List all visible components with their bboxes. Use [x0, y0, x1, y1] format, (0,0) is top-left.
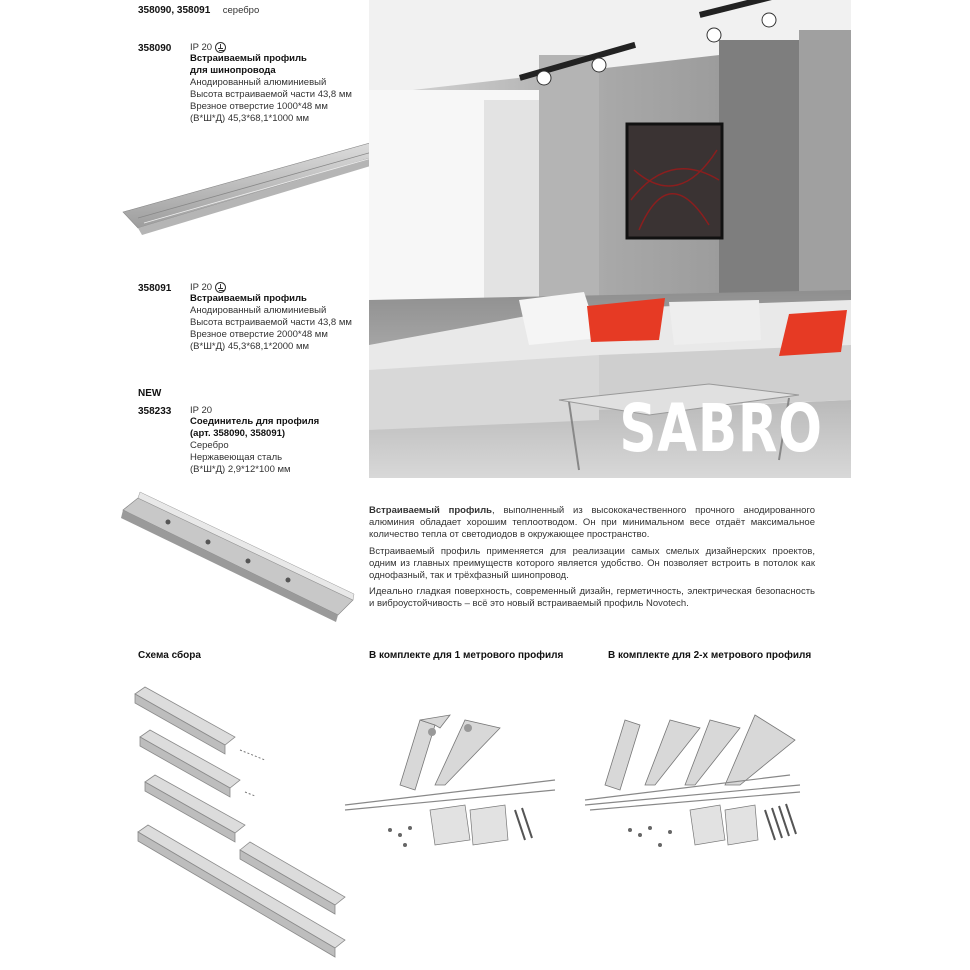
top-codes: 358090, 358091 [138, 5, 211, 16]
kit1-heading: В комплекте для 1 метрового профиля [369, 650, 564, 661]
item-title: Встраиваемый профиль [190, 293, 307, 304]
ground-icon [215, 42, 226, 53]
hero-photo [369, 0, 851, 478]
new-badge: NEW [138, 388, 162, 399]
item-spec-358091 [190, 282, 370, 353]
kit2-diagram [580, 700, 820, 860]
item-spec-358233 [190, 405, 370, 476]
spec-line: (В*Ш*Д) 2,9*12*100 мм [190, 464, 291, 475]
item-title: Встраиваемый профиль [190, 53, 307, 64]
brand-name: SABRO [619, 390, 823, 467]
desc-p2: Встраиваемый профиль применяется для реализации самых смелых дизайнерских проектов, одним из главных преимуществ которого является удобство. Он позволяет встроить в потолок как однофазный, так и трёхфазный шинопровод. [369, 545, 815, 582]
spec-line: Нержавеющая сталь [190, 452, 283, 463]
desc-p1: , выполненный из высококачественного прочного анодированного алюминия обладает хорошим теплоотводом. Он при минимальном весе отдаёт максимальное количество тепла от светодиодов в окружающее пространство. [369, 505, 815, 541]
kit1-diagram [340, 700, 580, 860]
desc-bold: Встраиваемый профиль [369, 505, 493, 516]
ip-rating: IP 20 [190, 282, 370, 293]
spec-line: Высота встраиваемой части 43,8 мм [190, 89, 352, 100]
item-title-line2: для шинопровода [190, 65, 276, 76]
spec-line: Врезное отверстие 1000*48 мм [190, 101, 328, 112]
desc-p3: Идеально гладкая поверхность, современный дизайн, герметичность, электрическая безопасность и виброустойчивость – всё это новый встраиваемый профиль Novotech. [369, 586, 815, 610]
spec-line: Анодированный алюминиевый [190, 305, 327, 316]
item-title: Соединитель для профиля [190, 416, 320, 427]
item-code: 358091 [138, 283, 172, 294]
spec-line: Серебро [190, 440, 229, 451]
description [369, 505, 815, 615]
item-code: 358090 [138, 43, 172, 54]
connector-image [118, 490, 358, 625]
ip-rating: IP 20 [190, 42, 370, 53]
top-color: серебро [222, 5, 260, 16]
assembly-heading: Схема сбора [138, 650, 201, 661]
spec-line: Высота встраиваемой части 43,8 мм [190, 317, 352, 328]
top-header [138, 0, 259, 18]
assembly-diagram [130, 682, 370, 962]
kit2-heading: В комплекте для 2-х метрового профиля [608, 650, 812, 661]
item-title-line2: (арт. 358090, 358091) [190, 428, 286, 439]
spec-line: Врезное отверстие 2000*48 мм [190, 329, 328, 340]
spec-line: (В*Ш*Д) 45,3*68,1*1000 мм [190, 113, 310, 124]
ground-icon [215, 282, 226, 293]
spec-line: (В*Ш*Д) 45,3*68,1*2000 мм [190, 341, 310, 352]
item-code: 358233 [138, 406, 172, 417]
spec-line: Анодированный алюминиевый [190, 77, 327, 88]
ip-rating: IP 20 [190, 405, 213, 416]
